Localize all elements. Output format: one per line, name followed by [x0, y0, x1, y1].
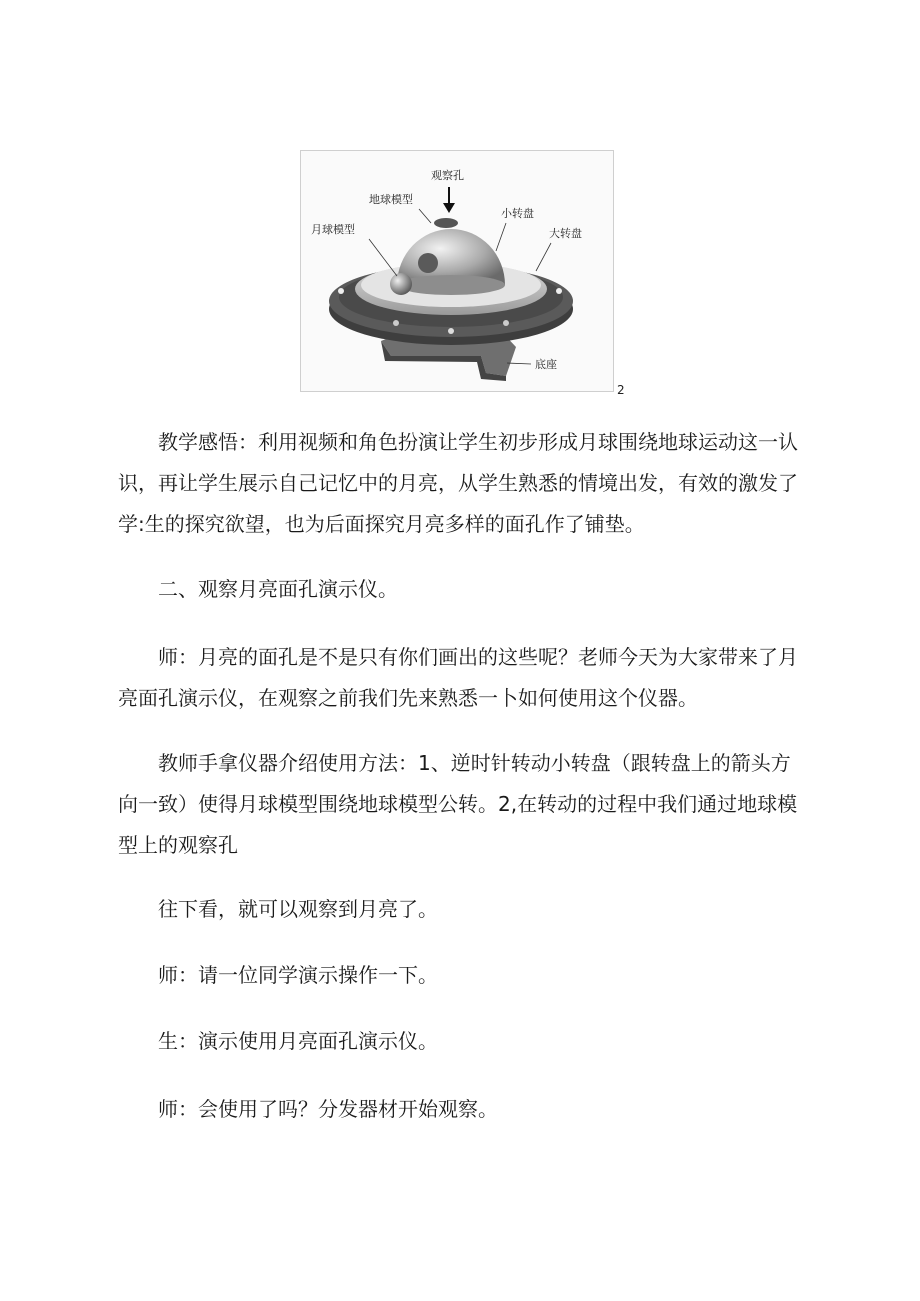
label-moon-model: 月球模型: [311, 223, 355, 236]
paragraph-usage-instructions: 教师手拿仪器介绍使用方法：1、逆时针转动小转盘（跟转盘上的箭头方向一致）使得月球模型围绕地球模型公转。2,在转动的过程中我们通过地球模型上的观察孔: [118, 751, 798, 857]
moon-phase-demonstrator-illustration: [301, 151, 613, 391]
instrument-figure: [300, 150, 614, 392]
paragraph-look-down: 往下看，就可以观察到月亮了。: [158, 897, 438, 921]
paragraph-teacher-request: 师：请一位同学演示操作一下。: [158, 963, 438, 987]
observation-hole-shape: [434, 218, 458, 228]
paragraph-section-heading: 二、观察月亮面孔演示仪。: [158, 577, 398, 601]
figure-number: 2: [617, 383, 625, 397]
label-earth-model: 地球模型: [369, 193, 413, 206]
paragraph-student-demo: 生：演示使用月亮面孔演示仪。: [158, 1029, 438, 1053]
label-large-turntable: 大转盘: [549, 227, 582, 240]
paragraph-reflection: 教学感悟：利用视频和角色扮演让学生初步形成月球围绕地球运动这一认识，再让学生展示自己记忆中的月亮，从学生熟悉的情境出发，有效的激发了学:生的探究欲望，也为后面探究月亮多样的面孔作了铺垫。: [118, 430, 798, 536]
label-observation-hole: 观察孔: [431, 169, 464, 182]
label-base: 底座: [535, 358, 557, 371]
moon-model-shape: [390, 273, 412, 295]
label-small-turntable: 小转盘: [501, 207, 534, 220]
paragraph-distribute: 师：会使用了吗？分发器材开始观察。: [158, 1097, 498, 1121]
paragraph-teacher-intro: 师：月亮的面孔是不是只有你们画出的这些呢？老师今天为大家带来了月亮面孔演示仪，在观察之前我们先来熟悉一卜如何使用这个仪器。: [118, 645, 798, 710]
